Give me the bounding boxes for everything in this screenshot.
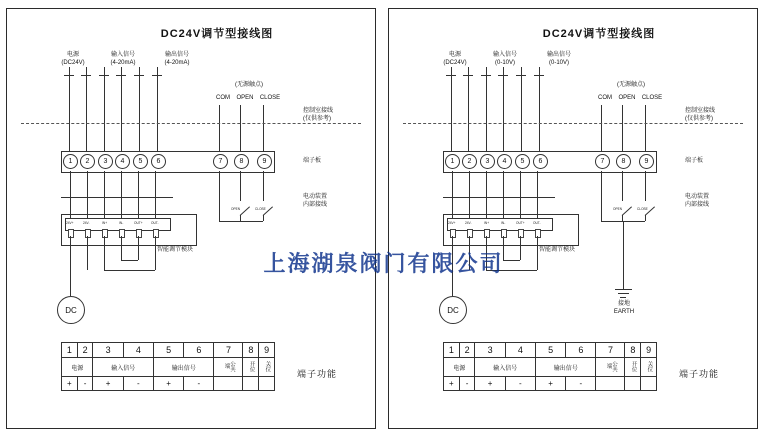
aux-wire-open-left xyxy=(240,171,241,201)
wire-m2-right xyxy=(469,171,470,218)
terminal-strip-label-left: 端子板 xyxy=(303,158,322,164)
lead-2-left xyxy=(86,67,87,151)
wire-bus-left xyxy=(61,197,173,198)
header-output-right: 输出信号 (0-10V) xyxy=(546,52,571,66)
tick-6-right xyxy=(534,75,544,76)
table-row-functions-left xyxy=(62,358,275,377)
cell-fn-common-left: 公共端 xyxy=(214,358,243,377)
lead-7-right xyxy=(601,105,602,151)
terminal-7-right: 7 xyxy=(595,154,610,169)
panel-right-title: DC24V调节型接线图 xyxy=(542,28,656,40)
lead-5-right xyxy=(521,67,522,151)
wire-m4-right xyxy=(503,171,504,218)
cell-num-3-left: 3 xyxy=(93,343,123,358)
module-pin-label-3-right: IN+ xyxy=(484,221,490,225)
module-pin-2-right xyxy=(467,229,473,238)
earth-bar2-right xyxy=(618,293,629,294)
module-pin-2-left xyxy=(85,229,91,238)
module-name-right: 智能调节模块 xyxy=(538,247,575,253)
cell-fn-close-left: 关位 xyxy=(259,358,275,377)
wire-m6-right xyxy=(537,171,538,218)
cell-fn-common-right: 公共端 xyxy=(596,358,625,377)
header-power-left: 电源 (DC24V) xyxy=(61,52,85,66)
module-pin-label-6-right: OUT- xyxy=(533,221,541,225)
wire-m3-right xyxy=(486,171,487,218)
aux-open-pin-label-left: OPEN xyxy=(231,207,241,211)
control-room-label-right: 控制室接线 (仅供参考) xyxy=(685,108,716,122)
module-pin-label-1-right: 24V+ xyxy=(448,221,456,225)
cell-sign-9-left xyxy=(259,377,275,391)
terminal-8-left: 8 xyxy=(234,154,249,169)
table-row-signs-left xyxy=(62,377,275,391)
wire-bus-right xyxy=(443,197,555,198)
table-caption-right: 端子功能 xyxy=(679,369,720,379)
aux-wire-com-left xyxy=(219,171,220,221)
terminal-7-left: 7 xyxy=(213,154,228,169)
wire-m1-left xyxy=(70,171,71,218)
table-row-functions-right xyxy=(444,358,657,377)
aux-wire-close-left xyxy=(263,171,264,201)
lead-8-right xyxy=(622,105,623,151)
module-pin-label-2-right: 24V- xyxy=(465,221,472,225)
module-pin-label-5-right: OUT+ xyxy=(516,221,525,225)
lead-9-right xyxy=(645,105,646,151)
cell-num-9-right: 9 xyxy=(641,343,657,358)
aux-wire-com-right xyxy=(601,171,602,221)
aux-common-bus-left xyxy=(219,221,263,222)
aux-note-left: (无源触点) xyxy=(235,82,263,88)
header-power-right: 电源 (DC24V) xyxy=(443,52,467,66)
aux-close-pin-label-right: CLOSE xyxy=(637,207,648,211)
cell-num-4-left: 4 xyxy=(123,343,153,358)
tick-5-left xyxy=(134,75,144,76)
cell-sign-3-left: + xyxy=(93,377,123,391)
aux-wire-open-right xyxy=(622,171,623,201)
cell-num-6-left: 6 xyxy=(184,343,214,358)
terminal-1-left: 1 xyxy=(63,154,78,169)
wire-m4-left xyxy=(121,171,122,218)
wire-m6-left xyxy=(155,171,156,218)
module-pin-6-left xyxy=(153,229,159,238)
cell-num-7-left: 7 xyxy=(214,343,243,358)
terminal-4-right: 4 xyxy=(497,154,512,169)
earth-label-right: 接地 EARTH xyxy=(613,301,635,315)
cell-fn-power-left: 电源 xyxy=(62,358,93,377)
header-input-left: 输入信号 (4-20mA) xyxy=(110,52,136,66)
lead-7-left xyxy=(219,105,220,151)
terminal-function-table-left xyxy=(61,342,275,391)
terminal-4-left: 4 xyxy=(115,154,130,169)
cell-num-5-right: 5 xyxy=(535,343,565,358)
cell-num-8-left: 8 xyxy=(243,343,259,358)
module-pin-label-2-left: 24V- xyxy=(83,221,90,225)
panel-left-title: DC24V调节型接线图 xyxy=(160,28,274,40)
cell-sign-2-right: - xyxy=(459,377,475,391)
lead-4-right xyxy=(503,67,504,151)
tick-2-right xyxy=(463,75,473,76)
lead-2-right xyxy=(468,67,469,151)
terminal-3-left: 3 xyxy=(98,154,113,169)
cell-sign-7-right xyxy=(596,377,625,391)
terminal-strip-label-right: 端子板 xyxy=(685,158,704,164)
cell-fn-open-left: 开位 xyxy=(243,358,259,377)
aux-switch-open-right xyxy=(622,206,632,215)
aux-com-left: COM xyxy=(216,95,230,101)
module-name-left: 智能调节模块 xyxy=(156,247,193,253)
cell-sign-2-left: - xyxy=(77,377,93,391)
module-pin-1-right xyxy=(450,229,456,238)
cell-sign-9-right xyxy=(641,377,657,391)
cell-sign-1-left: + xyxy=(62,377,78,391)
aux-open-pin-label-right: OPEN xyxy=(613,207,623,211)
lead-9-left xyxy=(263,105,264,151)
terminal-6-right: 6 xyxy=(533,154,548,169)
terminal-1-right: 1 xyxy=(445,154,460,169)
cell-fn-output-left: 输出信号 xyxy=(153,358,214,377)
terminal-2-right: 2 xyxy=(462,154,477,169)
module-pin-3-right xyxy=(484,229,490,238)
cell-sign-5-left: + xyxy=(153,377,183,391)
aux-note-right: (无源触点) xyxy=(617,82,645,88)
tick-2-left xyxy=(81,75,91,76)
wire-m1-right xyxy=(452,171,453,218)
tick-4-right xyxy=(498,75,508,76)
company-watermark: 上海湖泉阀门有限公司 xyxy=(263,252,504,277)
cell-fn-open-right: 开位 xyxy=(625,358,641,377)
terminal-6-left: 6 xyxy=(151,154,166,169)
module-pin-5-right xyxy=(518,229,524,238)
terminal-function-table-right xyxy=(443,342,657,391)
lead-5-left xyxy=(139,67,140,151)
cell-fn-input-right: 输入信号 xyxy=(475,358,536,377)
panel-left xyxy=(6,8,376,429)
module-pin-1-left xyxy=(68,229,74,238)
cell-sign-6-right: - xyxy=(566,377,596,391)
wire-m3-left xyxy=(104,171,105,218)
module-pin-label-3-left: IN+ xyxy=(102,221,108,225)
cell-sign-5-right: + xyxy=(535,377,565,391)
control-room-divider-right xyxy=(403,123,743,124)
cell-fn-output-right: 输出信号 xyxy=(535,358,596,377)
aux-open-left: OPEN xyxy=(236,95,254,101)
aux-com-right: COM xyxy=(598,95,612,101)
cell-sign-4-left: - xyxy=(123,377,153,391)
cell-fn-power-right: 电源 xyxy=(444,358,475,377)
tick-5-right xyxy=(516,75,526,76)
header-output-left: 输出信号 (4-20mA) xyxy=(164,52,190,66)
lead-3-left xyxy=(104,67,105,151)
module-pin-label-4-right: IN- xyxy=(501,221,506,225)
cell-sign-8-left xyxy=(243,377,259,391)
cell-num-4-right: 4 xyxy=(505,343,535,358)
earth-bar1-right xyxy=(615,289,632,290)
cell-sign-8-right xyxy=(625,377,641,391)
control-room-label-left: 控制室接线 (仅供参考) xyxy=(303,108,334,122)
cell-fn-close-right: 关位 xyxy=(641,358,657,377)
cell-num-6-right: 6 xyxy=(566,343,596,358)
terminal-8-right: 8 xyxy=(616,154,631,169)
dc-source-left: DC xyxy=(57,296,85,324)
tick-1-right xyxy=(446,75,456,76)
cell-sign-7-left xyxy=(214,377,243,391)
cell-fn-input-left: 输入信号 xyxy=(93,358,154,377)
cell-num-9-left: 9 xyxy=(259,343,275,358)
lead-1-left xyxy=(69,67,70,151)
tick-1-left xyxy=(64,75,74,76)
terminal-9-left: 9 xyxy=(257,154,272,169)
header-input-right: 输入信号 (0-10V) xyxy=(492,52,517,66)
module-pin-label-1-left: 24V+ xyxy=(66,221,74,225)
cell-num-1-left: 1 xyxy=(62,343,78,358)
lead-8-left xyxy=(240,105,241,151)
cell-num-3-right: 3 xyxy=(475,343,505,358)
panel-right xyxy=(388,8,758,429)
tick-6-left xyxy=(152,75,162,76)
module-pin-6-right xyxy=(535,229,541,238)
aux-close-right: CLOSE xyxy=(641,95,663,101)
wire-m2-left xyxy=(87,171,88,218)
module-pin-label-6-left: OUT- xyxy=(151,221,159,225)
cell-num-2-left: 2 xyxy=(77,343,93,358)
aux-switch-open-left xyxy=(240,206,250,215)
table-row-numbers-right xyxy=(444,343,657,358)
terminal-3-right: 3 xyxy=(480,154,495,169)
terminal-9-right: 9 xyxy=(639,154,654,169)
tick-4-left xyxy=(116,75,126,76)
module-pin-4-left xyxy=(119,229,125,238)
cell-num-7-right: 7 xyxy=(596,343,625,358)
control-room-divider-left xyxy=(21,123,361,124)
actuator-label-right: 电动装置 内部接线 xyxy=(685,194,710,208)
cell-num-2-right: 2 xyxy=(459,343,475,358)
lead-3-right xyxy=(486,67,487,151)
module-pin-label-5-left: OUT+ xyxy=(134,221,143,225)
aux-wire-close-right xyxy=(645,171,646,201)
lead-6-right xyxy=(539,67,540,151)
wire-m5-right xyxy=(520,171,521,218)
lead-6-left xyxy=(157,67,158,151)
cell-num-8-right: 8 xyxy=(625,343,641,358)
cell-sign-6-left: - xyxy=(184,377,214,391)
terminal-5-right: 5 xyxy=(515,154,530,169)
tick-3-left xyxy=(99,75,109,76)
cell-sign-4-right: - xyxy=(505,377,535,391)
wire-m5-left xyxy=(138,171,139,218)
module-pin-5-left xyxy=(136,229,142,238)
module-pin-4-right xyxy=(501,229,507,238)
dc-source-right: DC xyxy=(439,296,467,324)
module-pin-3-left xyxy=(102,229,108,238)
tick-3-right xyxy=(481,75,491,76)
aux-open-right: OPEN xyxy=(618,95,636,101)
dc-lead-left xyxy=(70,286,71,296)
terminal-5-left: 5 xyxy=(133,154,148,169)
cell-num-5-left: 5 xyxy=(153,343,183,358)
lead-1-right xyxy=(451,67,452,151)
aux-close-pin-label-left: CLOSE xyxy=(255,207,266,211)
terminal-2-left: 2 xyxy=(80,154,95,169)
aux-close-left: CLOSE xyxy=(259,95,281,101)
cell-sign-3-right: + xyxy=(475,377,505,391)
cell-num-1-right: 1 xyxy=(444,343,460,358)
table-row-signs-right xyxy=(444,377,657,391)
cell-sign-1-right: + xyxy=(444,377,460,391)
table-caption-left: 端子功能 xyxy=(297,369,338,379)
actuator-label-left: 电动装置 内部接线 xyxy=(303,194,328,208)
dc-lead-right xyxy=(452,286,453,296)
table-row-numbers-left xyxy=(62,343,275,358)
earth-bar3-right xyxy=(620,297,626,298)
module-pin-label-4-left: IN- xyxy=(119,221,124,225)
lead-4-left xyxy=(121,67,122,151)
